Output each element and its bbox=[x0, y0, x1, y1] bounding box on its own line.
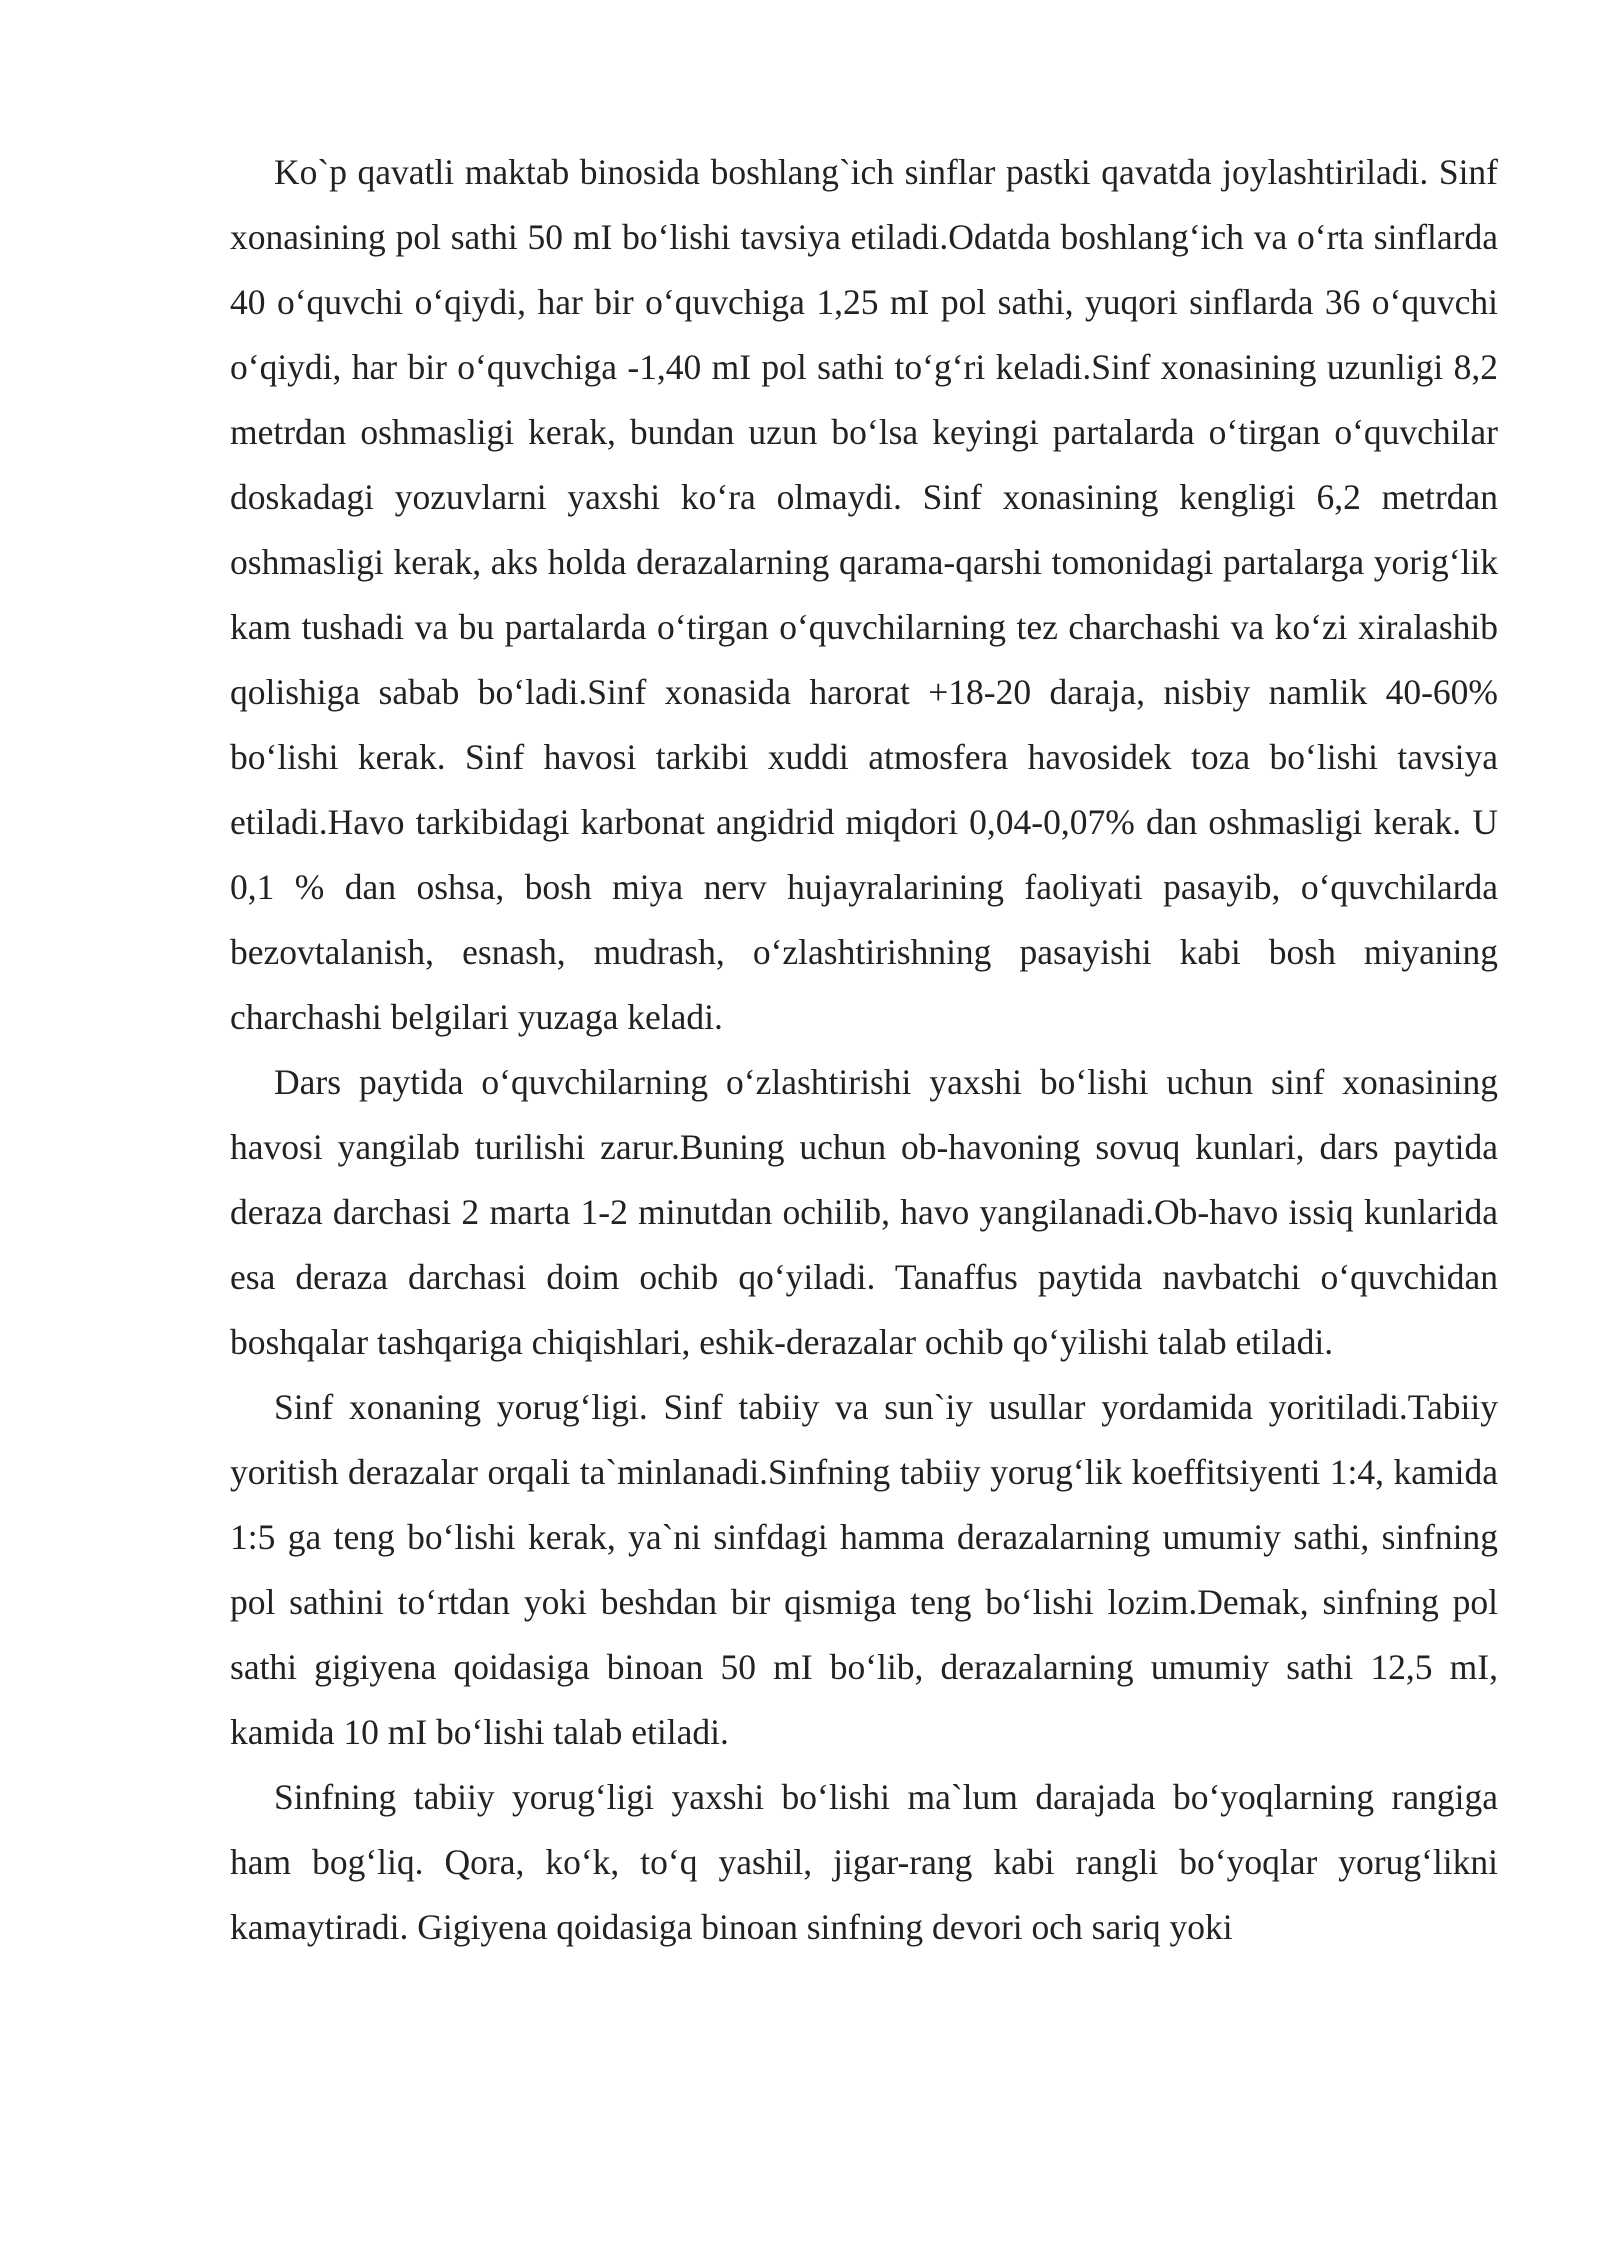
paragraph-classroom-dimensions: Ko`p qavatli maktab binosida boshlang`ich sinflar pastki qavatda joylashtiriladi. Sinf xonasining pol sathi 50 mI bo‘lishi tavsiya etiladi.Odatda boshlang‘ich va o‘rta sinflarda 40 o‘quvchi o‘qiydi, har bir o‘quvchiga 1,25 mI pol sathi, yuqori sinflarda 36 o‘quvchi o‘qiydi, har bir o‘quvchiga -1,40 mI pol sathi to‘g‘ri keladi.Sinf xonasining uzunligi 8,2 metrdan oshmasligi kerak, bundan uzun bo‘lsa keyingi partalarda o‘tirgan o‘quvchilar doskadagi yozuvlarni yaxshi ko‘ra olmaydi. Sinf xonasining kengligi 6,2 metrdan oshmasligi kerak, aks holda derazalarning qarama-qarshi tomonidagi partalarga yorig‘lik kam tushadi va bu partalarda o‘tirgan o‘quvchilarning tez charchashi va ko‘zi xiralashib qolishiga sabab bo‘ladi.Sinf xonasida harorat +18-20 daraja, nisbiy namlik 40-60% bo‘lishi kerak. Sinf havosi tarkibi xuddi atmosfera havosidek toza bo‘lishi tavsiya etiladi.Havo tarkibidagi karbonat angidrid miqdori 0,04-0,07% dan oshmasligi kerak. U 0,1 % dan oshsa, bosh miya nerv hujayralarining faoliyati pasayib, o‘quvchilarda bezovtalanish, esnash, mudrash, o‘zlashtirishning pasayishi kabi bosh miyaning charchashi belgilari yuzaga keladi. bbox=[230, 152, 1498, 1037]
paragraph-lighting: Sinf xonaning yorug‘ligi. Sinf tabiiy va sun`iy usullar yordamida yoritiladi.Tabiiy yoritish derazalar orqali ta`minlanadi.Sinfning tabiiy yorug‘lik koeffitsiyenti 1:4, kamida 1:5 ga teng bo‘lishi kerak, ya`ni sinfdagi hamma derazalarning umumiy sathi, sinfning pol sathini to‘rtdan yoki beshdan bir qismiga teng bo‘lishi lozim.Demak, sinfning pol sathi gigiyena qoidasiga binoan 50 mI bo‘lib, derazalarning umumiy sathi 12,5 mI, kamida 10 mI bo‘lishi talab etiladi. bbox=[230, 1387, 1498, 1752]
paragraph-ventilation: Dars paytida o‘quvchilarning o‘zlashtirishi yaxshi bo‘lishi uchun sinf xonasining havosi yangilab turilishi zarur.Buning uchun ob-havoning sovuq kunlari, dars paytida deraza darchasi 2 marta 1-2 minutdan ochilib, havo yangilanadi.Ob-havo issiq kunlarida esa deraza darchasi doim ochib qo‘yiladi. Tanaffus paytida navbatchi o‘quvchidan boshqalar tashqariga chiqishlari, eshik-derazalar ochib qo‘yilishi talab etiladi. bbox=[230, 1062, 1498, 1362]
paragraph-paint-colors: Sinfning tabiiy yorug‘ligi yaxshi bo‘lishi ma`lum darajada bo‘yoqlarning rangiga ham bog‘liq. Qora, ko‘k, to‘q yashil, jigar-rang kabi rangli bo‘yoqlar yorug‘likni kamaytiradi. Gigiyena qoidasiga binoan sinfning devori och sariq yoki bbox=[230, 1777, 1498, 1947]
document-page bbox=[230, 140, 1498, 1960]
